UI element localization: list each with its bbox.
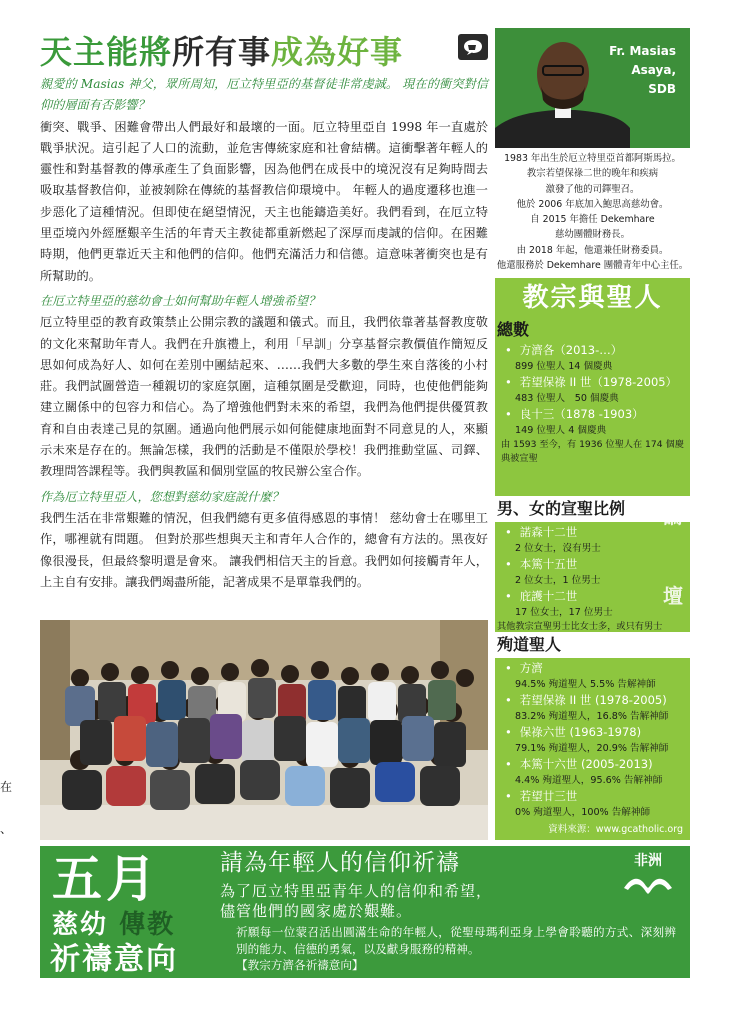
bio-line: 自 2015 年擔任 Dekemhare xyxy=(530,214,655,226)
list-item-detail: 0% 殉道聖人，100% 告解神師 xyxy=(515,807,651,818)
banner-subtitle xyxy=(220,881,492,921)
total-note: 由 1593 至今，有 1936 位聖人在 174 個慶典被宣聖 xyxy=(501,439,684,464)
banner-subtitle-line-1: 為了厄立特里亞青年人的信仰和希望， xyxy=(220,882,493,900)
list-item-name: • 本篤十五世 xyxy=(495,556,690,573)
speech-bubble-icon xyxy=(458,34,488,60)
list-item-name: • 保祿六世 (1963-1978) xyxy=(495,724,690,741)
list-item-detail: 483 位聖人 50 個慶典 xyxy=(515,393,619,404)
list-item-name: • 庇護十二世 xyxy=(495,588,690,605)
margin-fragment-a: 在 xyxy=(0,780,13,794)
list-item-detail: 79.1% 殉道聖人，20.9% 告解神師 xyxy=(515,743,669,754)
page-title xyxy=(40,28,488,72)
list-item-name: • 本篤十六世 (2005-2013) xyxy=(495,756,690,773)
group-photo xyxy=(40,620,488,840)
question-2: 在厄立特里亞的慈幼會士如何幫助年輕人增強希望？ xyxy=(40,293,321,308)
banner-description-source: 【教宗方濟各祈禱意向】 xyxy=(236,958,364,972)
title-part-2: 所有事 xyxy=(172,33,272,71)
region-label: 非洲 xyxy=(634,853,662,869)
total-list xyxy=(495,342,690,466)
ratio-list xyxy=(495,524,690,634)
banner-description xyxy=(236,924,676,974)
banner-region xyxy=(618,850,678,898)
saints-heading: 教宗與聖人 xyxy=(495,278,690,318)
list-item-detail: 83.2% 殉道聖人，16.8% 告解神師 xyxy=(515,711,669,722)
forum-logo-top: 論 xyxy=(663,504,683,528)
martyrs-list xyxy=(495,660,690,820)
list-item-name: • 良十三（1878 -1903） xyxy=(495,406,690,423)
banner-label xyxy=(50,850,220,978)
answer-2: 厄立特里亞的教育政策禁止公開宗教的議題和儀式。而且，我們依靠著基督教度敬的文化來幫助年青人。我們在升旗禮上，利用「早訓」分享基督宗教價值作簡短反思如何成為好人、如何在差別中團結起來、……我們大多數的學生來自落後的小村莊。我們試圖營造一種親切的家庭氛圍，這種氛圍是受歡迎，同時，也使他們能夠建立關係中的包容力和信心。為了增強他們對未來的希望，我們為他們提供優質教育和自由表達己見的氛圍。通過向他們展示如何能健康地面對不同意見的人，來顯示未來是存在的。無論怎樣，我們的活動是不僅限於學校！我們推動堂區、司鐸、教理問答課程等。我們與教區和個別堂區的牧民辦公室合作。 xyxy=(40,315,488,479)
ratio-title: 男、女的宣聖比例 xyxy=(495,496,690,522)
question-3: 作為厄立特里亞人，您想對慈幼家庭說什麼？ xyxy=(40,489,284,504)
total-title: 總數 xyxy=(497,320,530,339)
list-item-detail: 2 位女士，1 位男士 xyxy=(515,575,601,586)
list-item-detail: 4.4% 殉道聖人，95.6% 告解神師 xyxy=(515,775,663,786)
banner-category-b: 傳教 xyxy=(119,910,176,940)
article-body xyxy=(40,74,488,597)
list-item-name: • 方濟各（2013-…） xyxy=(495,342,690,359)
list-item-name: • 若望保祿 II 世（1978-2005） xyxy=(495,374,690,391)
sidebar xyxy=(495,28,690,840)
priest-name-line-3: SDB xyxy=(648,82,676,96)
list-item-name: • 方濟 xyxy=(495,660,690,677)
wave-icon xyxy=(622,870,674,894)
title-part-1: 天主能將 xyxy=(40,33,173,71)
banner-description-text: 祈願每一位蒙召活出圓滿生命的年輕人，從聖母瑪利亞身上學會聆聽的方式、深刻辨別的能力、信德的勇氣，以及獻身服務的精神。 xyxy=(236,925,676,956)
bio-line: 由 2018 年起，他還兼任財務委員。 xyxy=(516,244,669,256)
priest-name xyxy=(609,42,676,99)
bio-line: 教宗若望保祿二世的晚年和疾病 xyxy=(526,168,659,180)
data-source: 資料來源：www.gcatholic.org xyxy=(548,824,683,835)
ratio-note: 其他教宗宣聖男士比女士多，或只有男士 xyxy=(497,621,663,632)
banner-category-c: 祈禱意向 xyxy=(50,942,178,977)
prayer-intention-banner xyxy=(40,846,690,978)
list-item-name: • 若望廿三世 xyxy=(495,788,690,805)
margin-fragment-b: 、 xyxy=(0,822,13,836)
question-1: 親愛的 Masias 神父，眾所周知，厄立特里亞的基督徒非常虔誠。 現在的衝突對信仰的層面有否影響？ xyxy=(40,77,488,113)
list-item-detail: 2 位女士，沒有男士 xyxy=(515,543,601,554)
answer-3: 我們生活在非常艱難的情況，但我們總有更多值得感恩的事情！ 慈幼會士在哪里工作，哪裡就有問題。 但對於那些想與天主和青年人合作的，總會有方法的。黑夜好像很漫長，但最終黎明還是會來。 讓我們相信天主的旨意。我們如何接觸青年人，上主自有安排。讓我們竭盡所能，記著成果不是單靠我們的。 xyxy=(40,510,488,589)
list-item-detail: 17 位女士，17 位男士 xyxy=(515,607,613,618)
bio-line: 1983 年出生於厄立特里亞首都阿斯馬拉。 xyxy=(504,153,681,164)
title-part-3: 成為好事 xyxy=(271,33,404,71)
list-item-name: • 諾森十二世 xyxy=(495,524,690,541)
banner-month: 五月 xyxy=(52,850,160,908)
banner-title: 請為年輕人的信仰祈禱 xyxy=(220,850,460,876)
priest-name-line-2: Asaya, xyxy=(631,63,676,77)
bio-line: 他還服務於 Dekemhare 團體青年中心主任。 xyxy=(496,260,689,272)
answer-1: 衝突、戰爭、困難會帶出人們最好和最壞的一面。厄立特里亞自 1998 年一直處於戰爭狀況。這引起了人口的流動，並危害傳統家庭和社會結構。這衝擊著年輕人的靈性和對基督教的傳承產生了負面影響，因為他們在成長中的境況沒有足夠時間去吸取基督教信仰，並被剝除在傳統的基督教信仰環境中。 年輕人的過度遷移也進一步惡化了這種情況。但即使在絕望情況，天主也能鑄造美好。我們看到，在厄立特里亞境內外經歷艱辛生活的年青天主教徒都重新燃起了深厚而虔誠的信仰。在困難時期，他們更靠近天主和他們的信仰。他們充滿活力和信德。這意味著衝突也是有所幫助的。 xyxy=(40,119,488,283)
martyrs-title: 殉道聖人 xyxy=(495,632,690,658)
banner-subtitle-line-2: 儘管他們的國家處於艱難。 xyxy=(220,902,413,920)
bio-line: 慈幼團體財務長。 xyxy=(554,229,630,241)
priest-name-line-1: Fr. Masias xyxy=(609,44,676,58)
bio-line: 他於 2006 年底加入鮑思高慈幼會。 xyxy=(516,198,669,210)
list-item-detail: 94.5% 殉道聖人 5.5% 告解神師 xyxy=(515,679,656,690)
priest-bio xyxy=(495,148,690,278)
bio-line: 激發了他的司鐸聖召。 xyxy=(545,183,640,195)
forum-logo-bottom: 壇 xyxy=(663,584,683,608)
priest-portrait xyxy=(495,28,690,148)
banner-category-a: 慈幼 xyxy=(52,910,109,940)
list-item-detail: 149 位聖人 4 個慶典 xyxy=(515,425,607,436)
list-item-name: • 若望保祿 II 世 (1978-2005) xyxy=(495,692,690,709)
list-item-detail: 899 位聖人 14 個慶典 xyxy=(515,361,613,372)
